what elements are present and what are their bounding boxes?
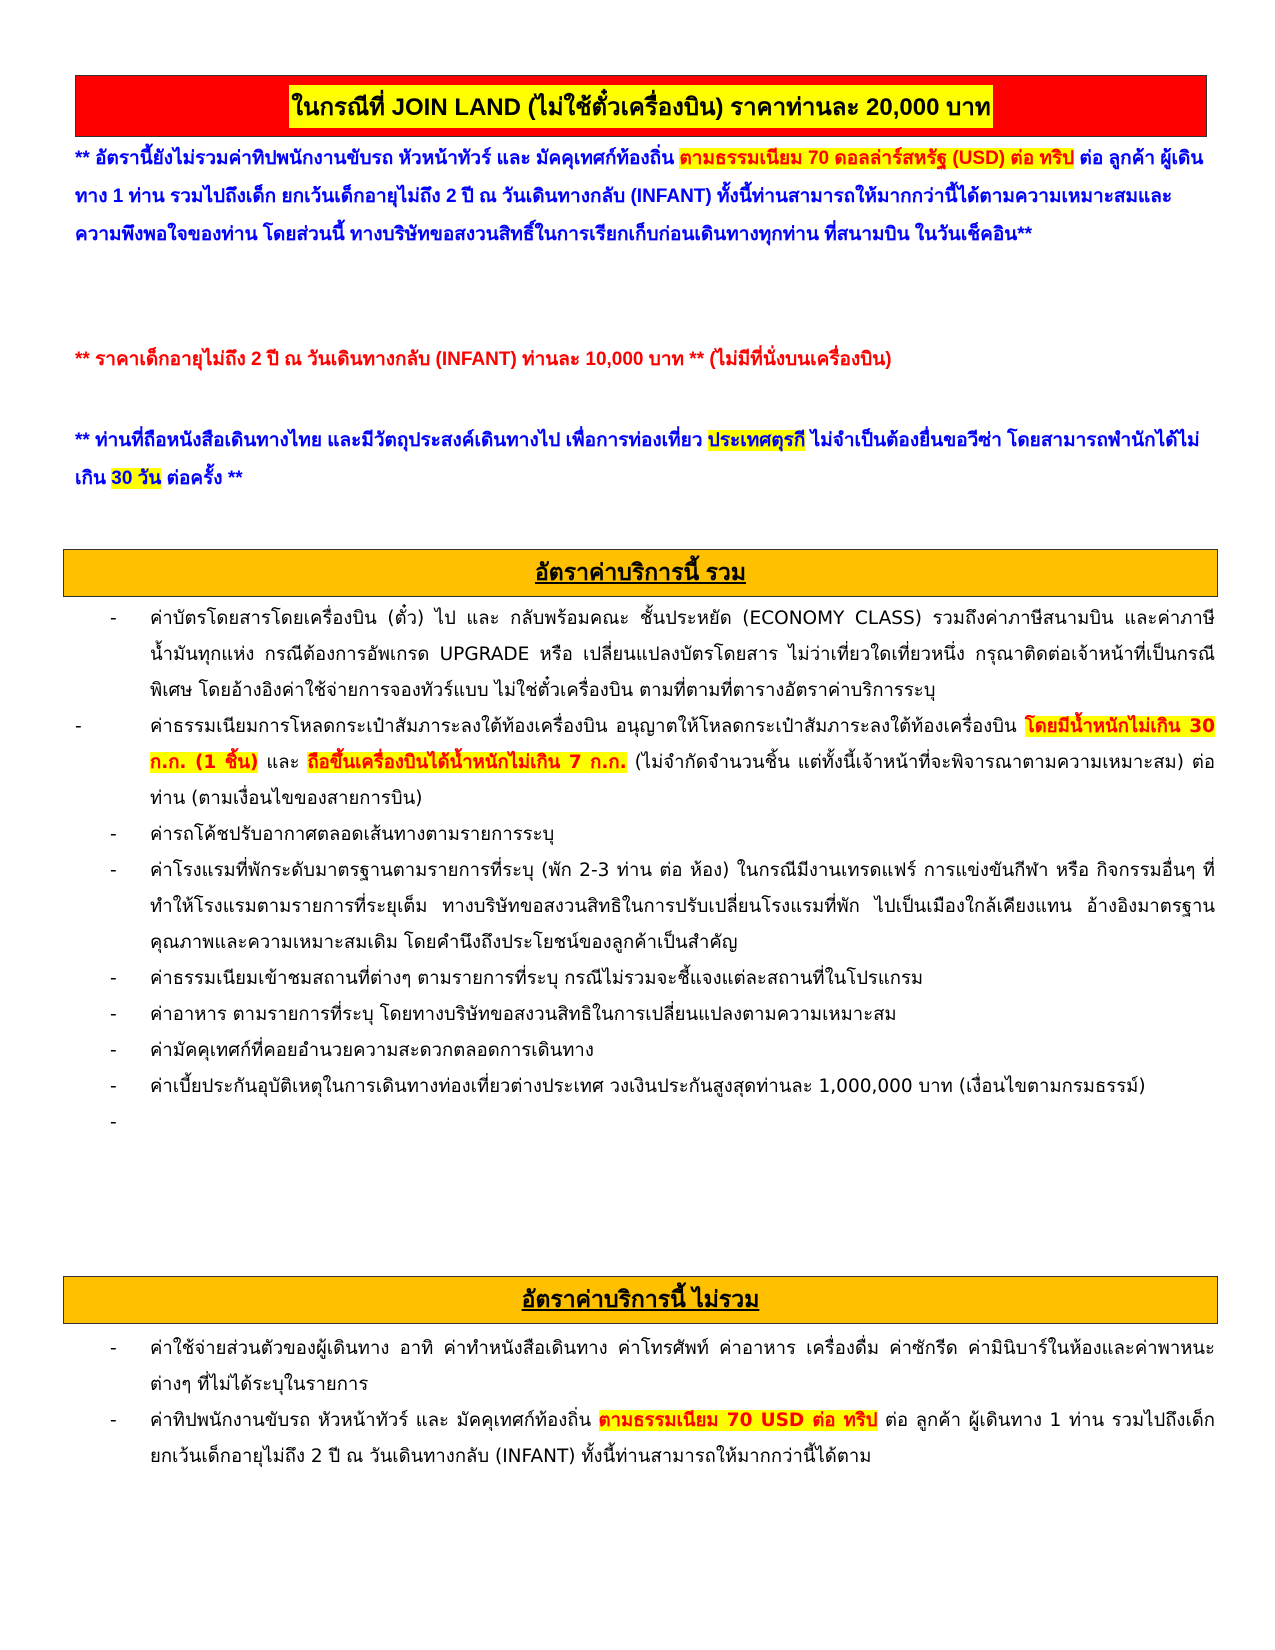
list-item: - ค่าเบี้ยประกันอุบัติเหตุในการเดินทางท่องเที่ยวต่างประเทศ วงเงินประกันสูงสุดท่านละ 1,000,000 บาท (เงื่อนไขตามกรมธรรม์) [110, 1076, 1146, 1097]
price-banner-text: ในกรณีที่ JOIN LAND (ไม่ใช้ตั๋วเครื่องบิน) ราคาท่านละ 20,000 บาท [289, 85, 992, 128]
list-item-empty: - [110, 1112, 117, 1133]
tip-note-text-cont: ต่อ ลูกค้า ผู้เดินทาง 1 ท่าน รวมไปถึงเด็ก ยกเว้นเด็กอายุไม่ถึง 2 ปี ณ วันเดินทางกลับ (INFANT) ทั้งนี้ท่านสามารถให้มากกว่านี้ได้ตามความเหมาะสมและความพึงพอใจของท่าน โดยส่วนนี้ ทางบริษัทขอสงวนสิทธิ์ในการเรียกเก็บก่อนเดินทางทุกท่าน ที่สนามบิน ในวันเช็คอิน** [75, 148, 1204, 245]
tip-note [75, 140, 1210, 254]
infant-note: ** ราคาเด็กอายุไม่ถึง 2 ปี ณ วันเดินทางกลับ (INFANT) ท่านละ 10,000 บาท ** (ไม่มีที่นั่งบนเครื่องบิน) [75, 349, 892, 370]
excluded-section-header [63, 1276, 1218, 1324]
included-section-header [63, 549, 1218, 597]
list-item: - ค่าบัตรโดยสารโดยเครื่องบิน (ตั๋ว) ไป และ กลับพร้อมคณะ ชั้นประหยัด (ECONOMY CLASS) รวมถึงค่าภาษีสนามบิน และค่าภาษีน้ำมันทุกแห่ง กรณีต้องการอัพเกรด UPGRADE หรือ เปลี่ยนแปลงบัตรโดยสาร ไม่ว่าเที่ยวใดเที่ยวหนึ่ง กรุณาติดต่อเจ้าหน้าที่เป็นกรณีพิเศษ โดยอ้างอิงค่าใช้จ่ายการจองทัวร์แบบ ไม่ใช่ตั๋วเครื่องบิน ตามที่ตามที่ตารางอัตราค่าบริการระบุ [110, 608, 1215, 701]
visa-note [75, 422, 1210, 498]
baggage-limit-highlight: โดยมีน้ำหนักไม่เกิน 30 ก.ก. (1 ชิ้น) [150, 716, 1215, 773]
excluded-list [0, 1331, 1275, 1475]
tip-note-text: ** อัตรานี้ยังไม่รวมค่าทิปพนักงานขับรถ หัวหน้าทัวร์ และ มัคคุเทศก์ท้องถิ่น [75, 148, 680, 169]
list-item: - ค่าโรงแรมที่พักระดับมาตรฐานตามรายการที่ระบุ (พัก 2-3 ท่าน ต่อ ห้อง) ในกรณีมีงานเทรดแฟร์ การแข่งขันกีฬา หรือ กิจกรรมอื่นๆ ที่ทำให้โรงแรมตามรายการที่ระยุเต็ม ทางบริษัทขอสงวนสิทธิในการปรับเปลี่ยนโรงแรมที่พัก ไปเป็นเมืองใกล้เคียงแทน อ้างอิงมาตรฐานคุณภาพและความเหมาะสมเดิม โดยคำนึงถึงประโยชน์ของลูกค้าเป็นสำคัญ [110, 860, 1215, 953]
visa-note-text: ** ท่านที่ถือหนังสือเดินทางไทย และมีวัตถุประสงค์เดินทางไป เพื่อการท่องเที่ยว [75, 430, 708, 451]
carry-on-limit-highlight: ถือขึ้นเครื่องบินได้น้ำหนักไม่เกิน 7 ก.ก. [307, 752, 627, 773]
list-item: - ค่าธรรมเนียมเข้าชมสถานที่ต่างๆ ตามรายการที่ระบุ กรณีไม่รวมจะชี้แจงแต่ละสถานที่ในโปรแกรม [110, 968, 924, 989]
visa-note-days: 30 วัน [111, 468, 162, 489]
list-item: - ค่าธรรมเนียมการโหลดกระเป๋าสัมภาระลงใต้ท้องเครื่องบิน อนุญาตให้โหลดกระเป๋าสัมภาระลงใต้ท้องเครื่องบิน โดยมีน้ำหนักไม่เกิน 30 ก.ก. (1 ชิ้น) และ ถือขึ้นเครื่องบินได้น้ำหนักไม่เกิน 7 ก.ก. (ไม่จำกัดจำนวนชิ้น แต่ทั้งนี้เจ้าหน้าที่จะพิจารณาตามความเหมาะสม) ต่อท่าน (ตามเงื่อนไขของสายการบิน) [75, 716, 1215, 809]
list-item: - ค่ารถโค้ชปรับอากาศตลอดเส้นทางตามรายการระบุ [110, 824, 555, 845]
tip-rate-highlight: ตามธรรมเนียม 70 USD ต่อ ทริป [598, 1410, 878, 1431]
list-item: - ค่าใช้จ่ายส่วนตัวของผู้เดินทาง อาทิ ค่าทำหนังสือเดินทาง ค่าโทรศัพท์ ค่าอาหาร เครื่องดื่ม ค่าซักรีด ค่ามินิบาร์ในห้องและค่าพาหนะต่างๆ ที่ไม่ได้ระบุในรายการ [110, 1338, 1215, 1395]
tip-note-highlight: ตามธรรมเนียม 70 ดอลล่าร์สหรัฐ (USD) ต่อ ทริป [679, 148, 1075, 169]
included-section-title: อัตราค่าบริการนี้ รวม [534, 559, 746, 585]
visa-note-text-cont: ไม่จำเป็นต้องยื่นขอวีซ่า โดยสามารถพำนักได้ไม่เกิน [75, 430, 1200, 489]
list-item: - ค่าทิปพนักงานขับรถ หัวหน้าทัวร์ และ มัคคุเทศก์ท้องถิ่น ตามธรรมเนียม 70 USD ต่อ ทริป ต่อ ลูกค้า ผู้เดินทาง 1 ท่าน รวมไปถึงเด็ก ยกเว้นเด็กอายุไม่ถึง 2 ปี ณ วันเดินทางกลับ (INFANT) ทั้งนี้ท่านสามารถให้มากกว่านี้ได้ตาม [110, 1410, 1215, 1467]
excluded-section-title: อัตราค่าบริการนี้ ไม่รวม [521, 1286, 760, 1312]
list-item: - ค่ามัคคุเทศก์ที่คอยอำนวยความสะดวกตลอดการเดินทาง [110, 1040, 594, 1061]
visa-note-country: ประเทศตุรกี [707, 430, 806, 451]
visa-note-text-end: ต่อครั้ง ** [161, 468, 243, 489]
included-list [0, 601, 1275, 1141]
list-item: - ค่าอาหาร ตามรายการที่ระบุ โดยทางบริษัทขอสงวนสิทธิในการเปลี่ยนแปลงตามความเหมาะสม [110, 1004, 897, 1025]
price-banner [75, 75, 1207, 137]
